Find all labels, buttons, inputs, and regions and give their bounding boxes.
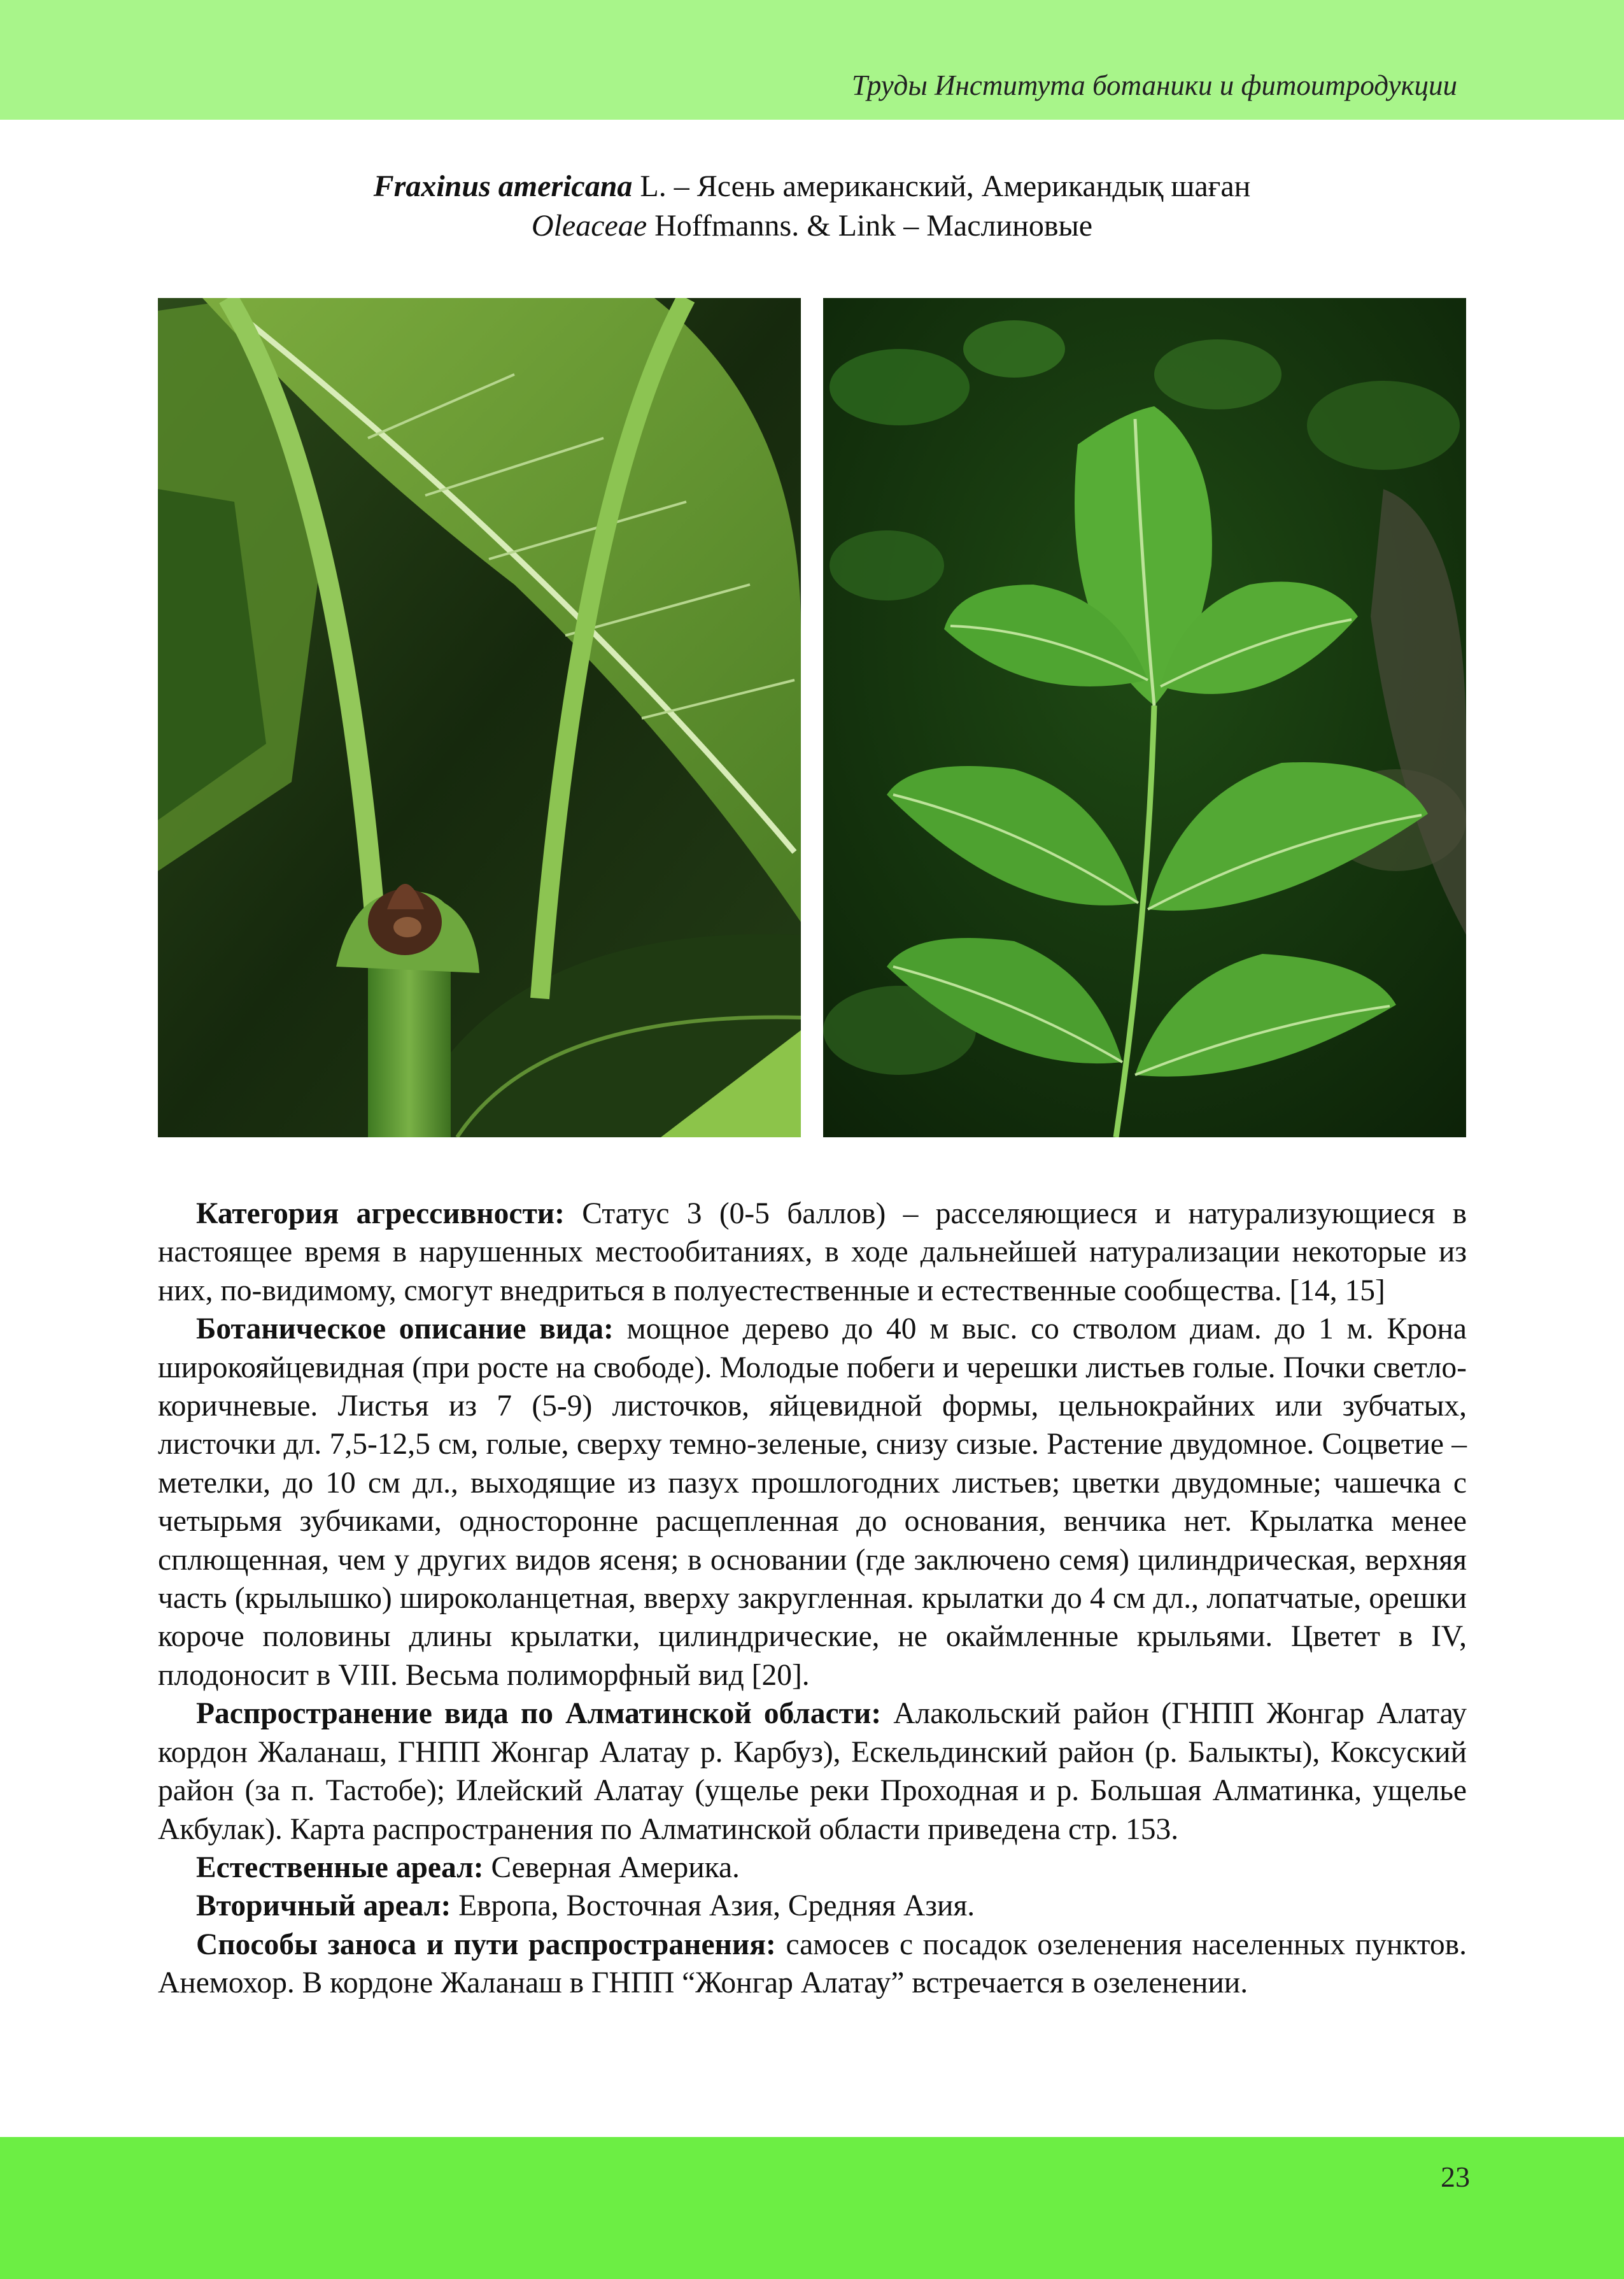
common-names: – Ясень американский, Американдық шаған — [674, 169, 1251, 203]
section-introduction-ways — [158, 1926, 1467, 2003]
compound-leaf-icon — [823, 298, 1466, 1137]
section-native-range — [158, 1849, 1467, 1887]
footer-band — [0, 2137, 1624, 2279]
leaf-bud-icon — [158, 298, 801, 1137]
species-title — [0, 167, 1624, 206]
family-author: Hoffmanns. & Link — [654, 209, 896, 243]
section-text: Северная Америка. — [483, 1850, 740, 1884]
section-description — [158, 1310, 1467, 1694]
family-common: – Маслиновые — [903, 209, 1093, 243]
section-aggressiveness — [158, 1195, 1467, 1310]
section-text: Алакольский район (ГНПП Жонгар Алатау кордон Жаланаш, ГНПП Жонгар Алатау р. Карбуз), Ескельдинский район (р. Балыкты), Коксуский район (за п. Тастобе); Илейский Алатау (ущелье реки Проходная и р. Большая Алматинка, ущелье Акбулак). Карта распространения по Алматинской области приведена стр. 153. — [158, 1697, 1467, 1846]
section-label: Естественные ареал: — [196, 1850, 484, 1884]
section-text: мощное дерево до 40 м выс. со стволом диам. до 1 м. Крона широкояйцевидная (при росте на свободе). Молодые побеги и черешки листьев голые. Почки светло-коричневые. Листья из 7 (5-9) листочков, яйцевидной формы, цельнокрайних или зубчатых, листочки дл. 7,5-12,5 см, голые, сверху темно-зеленые, снизу сизые. Растение двудомное. Соцветие – метелки, до 10 см дл., выходящие из пазух прошлогодних листьев; цветки двудомные; чашечка с четырьмя зубчиками, односторонне расщепленная до основания, венчика нет. Крылатка менее сплющенная, чем у других видов ясеня; в основании (где заключено семя) цилиндрическая, верхняя часть (крылышко) широколанцетная, вверху закругленная. крылатки до 4 см дл., лопатчатые, орешки короче половины длины крылатки, цилиндрические, не окаймленные крыльями. Цветет в IV, плодоносит в VIII. Весьма полиморфный вид [20]. — [158, 1312, 1467, 1692]
section-distribution — [158, 1694, 1467, 1849]
latin-name: Fraxinus americana — [373, 169, 633, 203]
section-label: Распространение вида по Алматинской области: — [196, 1697, 882, 1731]
photo-compound-leaf — [823, 298, 1466, 1137]
section-label: Способы заноса и пути распространения: — [196, 1928, 776, 1961]
section-text: Статус 3 (0-5 баллов) – расселяющиеся и натурализующиеся в настоящее время в нарушенных местообитаниях, в ходе дальнейшей натурализации некоторые из них, по-видимому, смогут внедриться в полуестественные и естественные сообщества. [14, 15] — [158, 1197, 1467, 1307]
section-label: Вторичный ареал: — [196, 1889, 451, 1923]
page-number: 23 — [1441, 2161, 1470, 2193]
family-latin: Oleaceae — [531, 209, 647, 243]
section-text: самосев с посадок озеленения населенных пунктов. Анемохор. В кордоне Жаланаш в ГНПП “Жонгар Алатау” встречается в озеленении. — [158, 1928, 1467, 2000]
latin-author: L. — [640, 169, 667, 203]
section-label: Ботаническое описание вида: — [196, 1312, 614, 1346]
section-secondary-range — [158, 1887, 1467, 1925]
photo-leaf-bud — [158, 298, 801, 1137]
body-text — [158, 1195, 1467, 2003]
section-label: Категория агрессивности: — [196, 1197, 565, 1230]
section-text: Европа, Восточная Азия, Средняя Азия. — [451, 1889, 975, 1923]
journal-title: Труды Института ботаники и фитоитродукции — [851, 69, 1457, 101]
family-title — [0, 206, 1624, 246]
